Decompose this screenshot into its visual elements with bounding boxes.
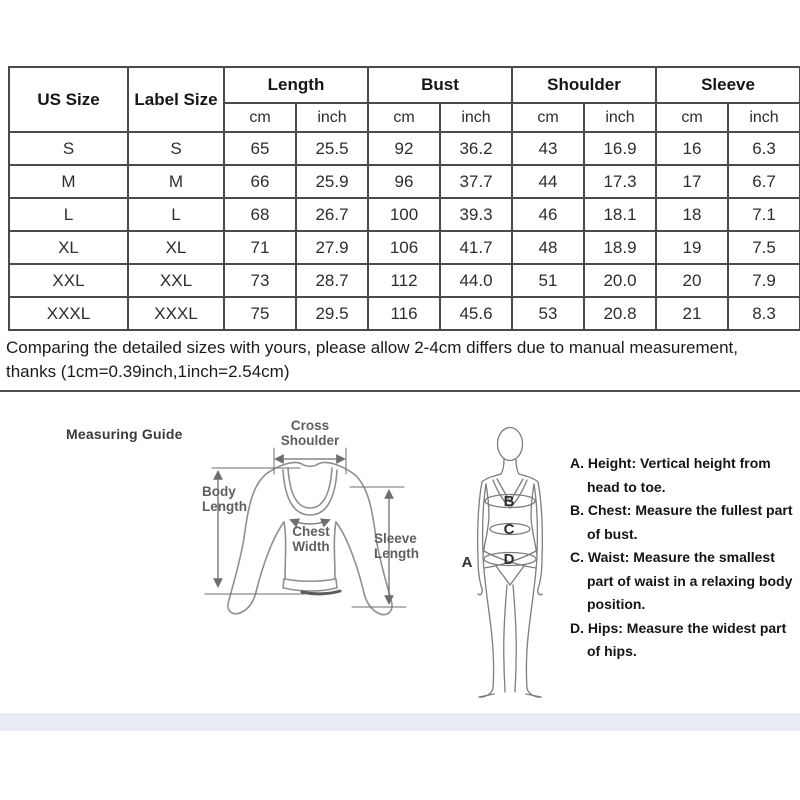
table-cell: 18 xyxy=(656,198,728,231)
footer-divider-bar xyxy=(0,713,800,731)
chest-width-label-line: Chest xyxy=(292,524,330,539)
cross-shoulder-label-line: Shoulder xyxy=(280,433,340,448)
table-cell: 41.7 xyxy=(440,231,512,264)
unit-header: inch xyxy=(440,103,512,132)
table-cell: 20.0 xyxy=(584,264,656,297)
unit-header: inch xyxy=(296,103,368,132)
table-cell: 116 xyxy=(368,297,440,330)
column-header-length: Length xyxy=(224,67,368,103)
instruction-line: head to toe. xyxy=(587,478,666,495)
table-cell: 92 xyxy=(368,132,440,165)
measurement-note-line: Comparing the detailed sizes with yours, please allow 2-4cm differs due to manual measurement, xyxy=(6,338,738,357)
table-cell: 71 xyxy=(224,231,296,264)
table-cell: 48 xyxy=(512,231,584,264)
table-cell: 21 xyxy=(656,297,728,330)
sleeve-length-label-line: Length xyxy=(374,546,419,561)
table-cell: 7.5 xyxy=(728,231,800,264)
column-header-us-size: US Size xyxy=(9,67,128,132)
table-cell: XXXL xyxy=(128,297,224,330)
body-length-label xyxy=(202,484,272,514)
table-cell: 36.2 xyxy=(440,132,512,165)
cross-shoulder-label xyxy=(262,418,358,448)
table-cell: 7.9 xyxy=(728,264,800,297)
table-row xyxy=(9,231,800,264)
column-header-sleeve: Sleeve xyxy=(656,67,800,103)
sleeve-length-label xyxy=(374,531,454,561)
column-header-shoulder: Shoulder xyxy=(512,67,656,103)
header-row-measures xyxy=(9,67,800,103)
table-cell: 96 xyxy=(368,165,440,198)
table-cell: 6.7 xyxy=(728,165,800,198)
unit-header: cm xyxy=(368,103,440,132)
table-cell: 100 xyxy=(368,198,440,231)
table-cell: 46 xyxy=(512,198,584,231)
column-header-label-size: Label Size xyxy=(128,67,224,132)
table-cell: 16 xyxy=(656,132,728,165)
label-b: B xyxy=(503,493,515,510)
chest-width-label xyxy=(279,524,343,554)
table-cell: 27.9 xyxy=(296,231,368,264)
size-chart-table xyxy=(8,66,800,331)
measuring-instructions xyxy=(570,452,800,664)
table-cell: 37.7 xyxy=(440,165,512,198)
unit-header: cm xyxy=(512,103,584,132)
table-cell: 19 xyxy=(656,231,728,264)
sleeve-length-label-line: Sleeve xyxy=(374,531,417,546)
instruction-line: of hips. xyxy=(587,643,637,659)
table-cell: M xyxy=(9,165,128,198)
table-cell: 17.3 xyxy=(584,165,656,198)
instruction-line: C. Waist: Measure the smallest xyxy=(570,549,775,565)
table-cell: 17 xyxy=(656,165,728,198)
table-cell: 73 xyxy=(224,264,296,297)
measurement-note xyxy=(0,334,800,392)
unit-header: inch xyxy=(728,103,800,132)
table-cell: S xyxy=(9,132,128,165)
table-cell: 20 xyxy=(656,264,728,297)
table-cell: 16.9 xyxy=(584,132,656,165)
table-row xyxy=(9,264,800,297)
measuring-guide-title: Measuring Guide xyxy=(66,426,183,442)
table-cell: 18.1 xyxy=(584,198,656,231)
table-cell: XXL xyxy=(9,264,128,297)
table-cell: S xyxy=(128,132,224,165)
table-cell: 18.9 xyxy=(584,231,656,264)
instruction-line: A. Height: Vertical height from xyxy=(570,455,771,471)
table-cell: 106 xyxy=(368,231,440,264)
unit-header: inch xyxy=(584,103,656,132)
body-length-label-line: Body xyxy=(202,484,236,499)
table-row xyxy=(9,165,800,198)
column-header-bust: Bust xyxy=(368,67,512,103)
table-cell: 28.7 xyxy=(296,264,368,297)
table-cell: 25.5 xyxy=(296,132,368,165)
table-cell: 112 xyxy=(368,264,440,297)
measurement-note-line: thanks (1cm=0.39inch,1inch=2.54cm) xyxy=(6,362,290,381)
table-cell: 44 xyxy=(512,165,584,198)
table-cell: 53 xyxy=(512,297,584,330)
table-cell: 43 xyxy=(512,132,584,165)
unit-header: cm xyxy=(224,103,296,132)
instruction-line: B. Chest: Measure the fullest part xyxy=(570,502,793,518)
table-cell: M xyxy=(128,165,224,198)
instruction-line: position. xyxy=(587,596,646,612)
body-length-label-line: Length xyxy=(202,499,247,514)
instruction-line: D. Hips: Measure the widest part xyxy=(570,619,787,636)
cross-shoulder-label-line: Cross xyxy=(290,418,330,433)
table-cell: 65 xyxy=(224,132,296,165)
table-cell: 8.3 xyxy=(728,297,800,330)
table-cell: 51 xyxy=(512,264,584,297)
instruction-line: part of waist in a relaxing body xyxy=(587,572,793,589)
table-cell: 45.6 xyxy=(440,297,512,330)
chest-width-label-line: Width xyxy=(292,539,330,554)
instruction-line: of bust. xyxy=(587,525,638,542)
table-cell: 6.3 xyxy=(728,132,800,165)
table-cell: 44.0 xyxy=(440,264,512,297)
table-cell: 20.8 xyxy=(584,297,656,330)
table-cell: L xyxy=(128,198,224,231)
table-cell: 75 xyxy=(224,297,296,330)
unit-header: cm xyxy=(656,103,728,132)
table-row xyxy=(9,198,800,231)
table-row xyxy=(9,132,800,165)
table-row xyxy=(9,297,800,330)
table-cell: XL xyxy=(128,231,224,264)
table-cell: 66 xyxy=(224,165,296,198)
label-d: D xyxy=(503,551,515,568)
table-cell: XXXL xyxy=(9,297,128,330)
table-cell: 68 xyxy=(224,198,296,231)
table-cell: XXL xyxy=(128,264,224,297)
table-cell: XL xyxy=(9,231,128,264)
label-c: C xyxy=(503,521,515,538)
table-cell: 25.9 xyxy=(296,165,368,198)
table-cell: 39.3 xyxy=(440,198,512,231)
table-cell: 7.1 xyxy=(728,198,800,231)
table-cell: 29.5 xyxy=(296,297,368,330)
table-cell: 26.7 xyxy=(296,198,368,231)
label-a: A xyxy=(461,554,473,571)
table-cell: L xyxy=(9,198,128,231)
